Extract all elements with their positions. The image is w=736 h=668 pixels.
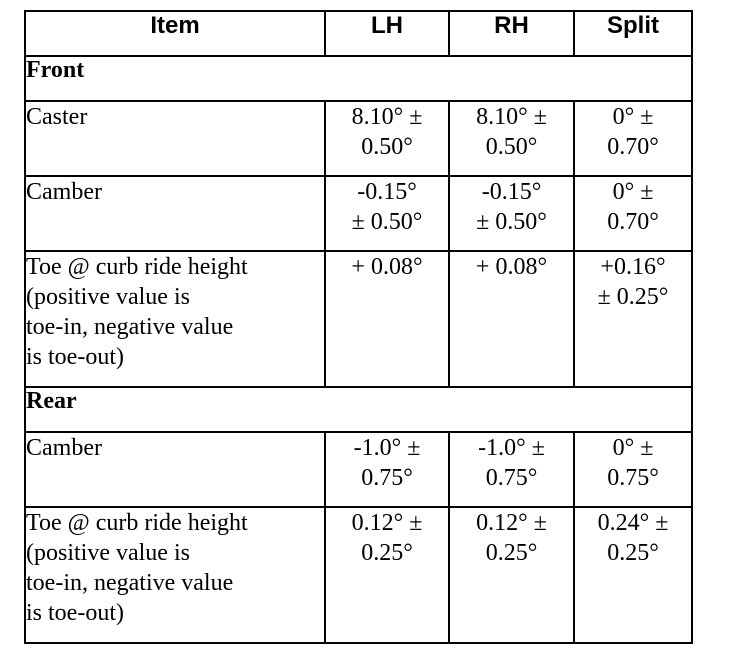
cell-lh: -1.0° ± 0.75°	[325, 432, 449, 507]
cell-item: Caster	[25, 101, 325, 176]
header-rh: RH	[449, 11, 574, 56]
cell-rh: 8.10° ± 0.50°	[449, 101, 574, 176]
section-row-front	[25, 56, 692, 101]
table-row	[25, 176, 692, 251]
header-split: Split	[574, 11, 692, 56]
section-title-rear: Rear	[25, 387, 692, 432]
table-row	[25, 507, 692, 643]
cell-lh: 8.10° ± 0.50°	[325, 101, 449, 176]
cell-rh: -1.0° ± 0.75°	[449, 432, 574, 507]
cell-split: 0° ± 0.70°	[574, 101, 692, 176]
cell-lh: + 0.08°	[325, 251, 449, 387]
cell-lh: 0.12° ± 0.25°	[325, 507, 449, 643]
header-lh: LH	[325, 11, 449, 56]
section-title-front: Front	[25, 56, 692, 101]
cell-item: Camber	[25, 176, 325, 251]
cell-lh: -0.15° ± 0.50°	[325, 176, 449, 251]
table-row	[25, 432, 692, 507]
cell-split: 0° ± 0.75°	[574, 432, 692, 507]
cell-rh: + 0.08°	[449, 251, 574, 387]
cell-item: Toe @ curb ride height (positive value is toe-in, negative value is toe-out)	[25, 507, 325, 643]
table-row	[25, 251, 692, 387]
header-item: Item	[25, 11, 325, 56]
cell-split: 0° ± 0.70°	[574, 176, 692, 251]
cell-rh: -0.15° ± 0.50°	[449, 176, 574, 251]
cell-split: +0.16° ± 0.25°	[574, 251, 692, 387]
header-row	[25, 11, 692, 56]
section-row-rear	[25, 387, 692, 432]
table-row	[25, 101, 692, 176]
cell-item: Camber	[25, 432, 325, 507]
cell-rh: 0.12° ± 0.25°	[449, 507, 574, 643]
alignment-spec-table	[24, 10, 693, 644]
cell-item: Toe @ curb ride height (positive value is toe-in, negative value is toe-out)	[25, 251, 325, 387]
cell-split: 0.24° ± 0.25°	[574, 507, 692, 643]
